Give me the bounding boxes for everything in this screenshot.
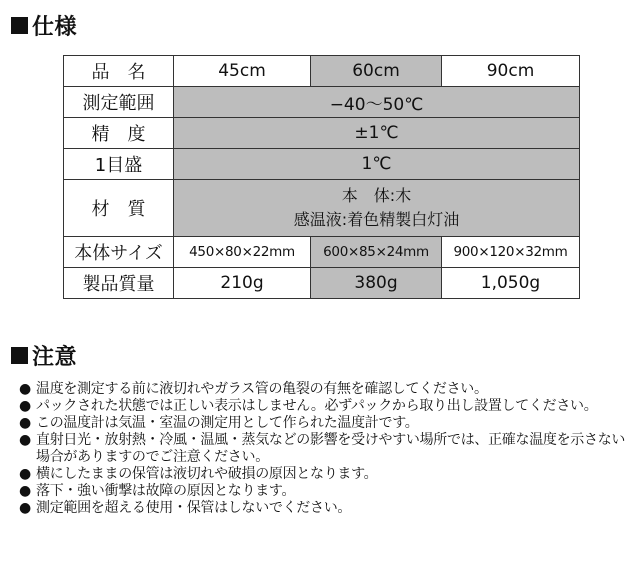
spec-table <box>63 55 580 299</box>
cell-size-90: 900×120×32mm <box>442 237 580 268</box>
table-row <box>64 87 580 118</box>
note-text: パックされた状態では正しい表示はしません。必ずパックから取り出し設置してください。 <box>36 398 598 414</box>
list-item <box>19 500 629 517</box>
row-label-measure-range: 測定範囲 <box>64 87 174 118</box>
cell-measure-range: −40〜50℃ <box>174 87 580 118</box>
spec-section-title <box>11 10 77 41</box>
cell-weight-45: 210g <box>174 268 311 299</box>
row-label-body-size: 本体サイズ <box>64 237 174 268</box>
notes-title-text: 注意 <box>32 345 78 370</box>
cell-size-45: 450×80×22mm <box>174 237 311 268</box>
note-text: 測定範囲を超える使用・保管はしないでください。 <box>36 500 352 516</box>
material-liquid-line: 感温液:着色精製白灯油 <box>293 210 460 229</box>
spec-title-text: 仕様 <box>32 15 78 40</box>
material-body-line: 本 体:木 <box>341 186 412 205</box>
table-row <box>64 118 580 149</box>
table-row <box>64 149 580 180</box>
list-item <box>19 415 629 432</box>
bullet-icon: ● <box>19 483 31 499</box>
note-text: 落下・強い衝撃は故障の原因となります。 <box>36 483 296 499</box>
cell-60cm: 60cm <box>311 56 442 87</box>
cell-45cm: 45cm <box>174 56 311 87</box>
bullet-icon: ● <box>19 415 31 431</box>
cell-accuracy: ±1℃ <box>174 118 580 149</box>
list-item <box>19 398 629 415</box>
cell-weight-90: 1,050g <box>442 268 580 299</box>
table-row <box>64 237 580 268</box>
bullet-icon: ● <box>19 500 31 516</box>
list-item <box>19 381 629 398</box>
note-text: この温度計は気温・室温の測定用として作られた温度計です。 <box>36 415 419 431</box>
cell-size-60: 600×85×24mm <box>311 237 442 268</box>
bullet-icon: ● <box>19 398 31 414</box>
bullet-icon: ● <box>19 381 31 397</box>
list-item <box>19 466 629 483</box>
table-row <box>64 180 580 237</box>
bullet-icon: ● <box>19 432 31 448</box>
note-text: 温度を測定する前に液切れやガラス管の亀裂の有無を確認してください。 <box>36 381 488 397</box>
square-bullet-icon <box>11 17 28 34</box>
row-label-weight: 製品質量 <box>64 268 174 299</box>
cell-material <box>174 180 580 237</box>
table-row <box>64 268 580 299</box>
row-label-scale: 1目盛 <box>64 149 174 180</box>
list-item <box>19 483 629 500</box>
note-text: 直射日光・放射熱・冷風・温風・蒸気などの影響を受けやすい場所では、正確な温度を示さない場合がありますのでご注意ください。 <box>36 432 626 465</box>
note-text: 横にしたままの保管は液切れや破損の原因となります。 <box>36 466 378 482</box>
row-label-material: 材 質 <box>64 180 174 237</box>
table-row <box>64 56 580 87</box>
row-label-accuracy: 精 度 <box>64 118 174 149</box>
list-item <box>19 432 629 466</box>
notes-list <box>19 381 629 517</box>
notes-section-title <box>11 340 77 371</box>
cell-scale: 1℃ <box>174 149 580 180</box>
square-bullet-icon <box>11 347 28 364</box>
cell-weight-60: 380g <box>311 268 442 299</box>
cell-90cm: 90cm <box>442 56 580 87</box>
bullet-icon: ● <box>19 466 31 482</box>
row-label-product-name: 品 名 <box>64 56 174 87</box>
